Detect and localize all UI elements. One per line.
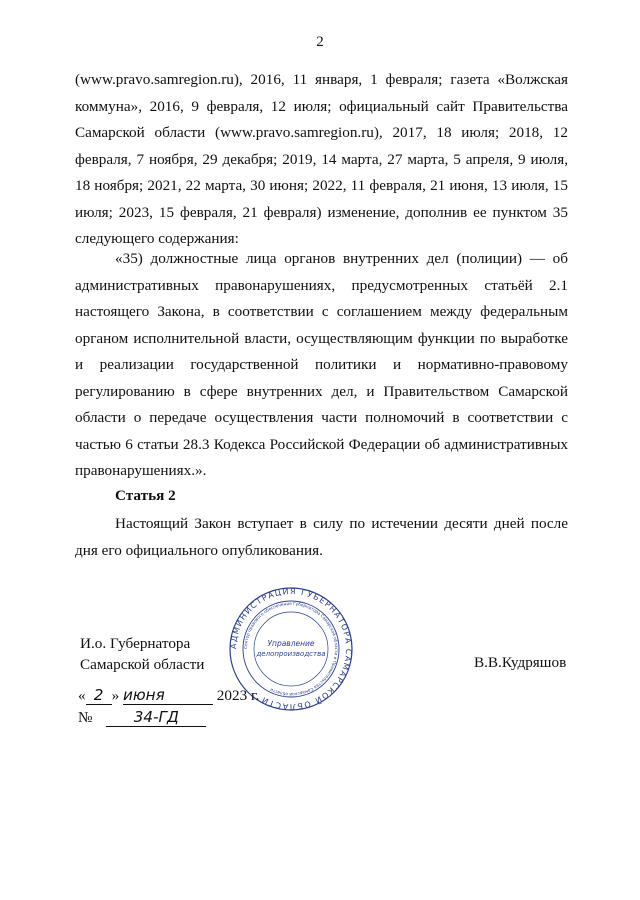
page-number: 2	[316, 34, 324, 50]
seal-center-line2: делопроизводства	[256, 650, 326, 658]
date-line	[78, 686, 259, 705]
paragraph-amendment-sources	[75, 67, 568, 253]
number-line	[78, 708, 206, 727]
seal-inner-text: Сектор правового обеспечения Губернатора Самарской области и Правительства Самарской области	[242, 600, 340, 698]
number-value-handwritten: 34-ГД	[106, 708, 206, 727]
signatory-position-line2: Самарской области	[80, 656, 205, 673]
number-label: №	[78, 709, 93, 726]
date-month-handwritten: июня	[123, 686, 213, 705]
paragraph-text: Настоящий Закон вступает в силу по истечении десяти дней после дня его официального опубликования.	[75, 515, 568, 559]
seal-center-line1: Управление	[267, 639, 315, 648]
signatory-name: В.В.Кудряшов	[474, 654, 567, 671]
date-year: 2023 г.	[216, 687, 260, 704]
svg-text:Сектор правового обеспечения Г	[243, 601, 339, 697]
seal-outer-text: АДМИНИСТРАЦИЯ ГУБЕРНАТОРА САМАРСКОЙ ОБЛАСТИ	[228, 586, 354, 712]
article-heading: Статья 2	[115, 487, 176, 504]
date-day-handwritten: 2	[86, 686, 112, 705]
signatory-position-line1: И.о. Губернатора	[80, 635, 191, 652]
date-close-quote: »	[111, 687, 120, 704]
paragraph-item-35	[75, 246, 568, 485]
paragraph-entry-into-force	[75, 511, 568, 564]
signatory-position	[80, 633, 204, 675]
paragraph-text: (www.pravo.samregion.ru), 2016, 11 января, 1 февраля; газета «Волжская коммуна», 2016, 9 февраля, 12 июля; официальный сайт Правительства Самарской области (www.pravo.samregion.ru), 2017, 18 июля; 2018, 12 февраля, 7 ноября, 29 декабря; 2019, 14 марта, 27 марта, 5 апреля, 9 июля, 18 ноября; 2021, 22 марта, 30 июня; 2022, 11 февраля, 21 июня, 13 июля, 15 июля; 2023, 15 февраля, 21 февраля) изменение, дополнив ее пунктом 35 следующего содержания:	[75, 71, 568, 247]
paragraph-text: «35) должностные лица органов внутренних дел (полиции) — об административных правонарушениях, предусмотренных статьёй 2.1 настоящего Закона, в соответствии с соглашением между федеральным органом исполнительной власти, осуществляющим функции по выработке и реализации государственной политики и нормативно-правовому регулированию в сфере внутренних дел, и Правительством Самарской области о передаче осуществления части полномочий в соответствии с частью 6 статьи 28.3 Кодекса Российской Федерации об административных правонарушениях.».	[75, 250, 568, 479]
date-open-quote: «	[78, 687, 86, 704]
